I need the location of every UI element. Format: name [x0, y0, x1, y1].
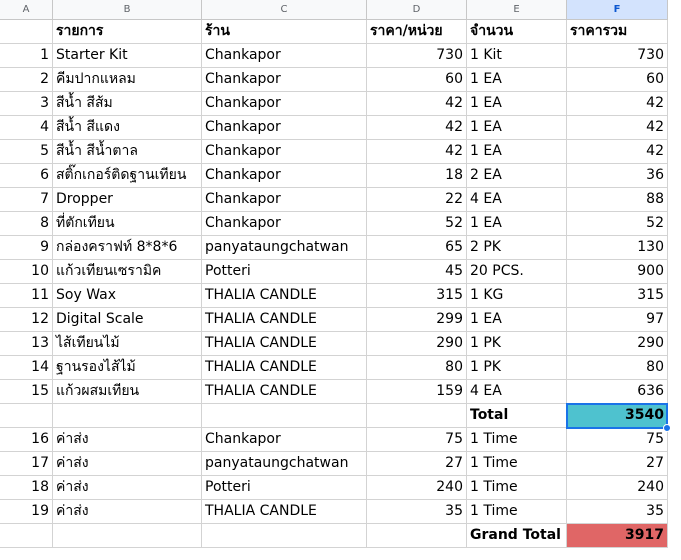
item-cell-d[interactable]: 315	[367, 284, 467, 308]
item-cell-b[interactable]: คีมปากแหลม	[53, 68, 202, 92]
item-cell-d[interactable]: 60	[367, 68, 467, 92]
grand-total-value[interactable]: 3917	[567, 524, 668, 548]
item-cell-b[interactable]: สติ๊กเกอร์ติดฐานเทียน	[53, 164, 202, 188]
row-number[interactable]: 14	[0, 356, 53, 380]
item-cell-e[interactable]: 2 PK	[467, 236, 567, 260]
item-cell-f[interactable]: 36	[567, 164, 668, 188]
item-cell-e[interactable]: 1 PK	[467, 356, 567, 380]
row-number[interactable]: 16	[0, 428, 53, 452]
empty-cell[interactable]	[53, 404, 202, 428]
item-cell-d[interactable]: 42	[367, 116, 467, 140]
item-cell-c[interactable]: Chankapor	[202, 188, 367, 212]
row-number[interactable]: 19	[0, 500, 53, 524]
empty-cell[interactable]	[202, 404, 367, 428]
row-number[interactable]: 6	[0, 164, 53, 188]
item-cell-d[interactable]: 730	[367, 44, 467, 68]
column-header-f[interactable]: F	[567, 0, 668, 20]
item-cell-b[interactable]: Starter Kit	[53, 44, 202, 68]
row-number[interactable]	[0, 524, 53, 548]
item-cell-f[interactable]: 290	[567, 332, 668, 356]
item-cell-e[interactable]: 4 EA	[467, 188, 567, 212]
fill-handle[interactable]	[663, 424, 671, 432]
row-number[interactable]: 4	[0, 116, 53, 140]
shipping-cell-e[interactable]: 1 Time	[467, 476, 567, 500]
row-number[interactable]: 8	[0, 212, 53, 236]
item-cell-d[interactable]: 42	[367, 140, 467, 164]
item-cell-f[interactable]: 52	[567, 212, 668, 236]
item-cell-d[interactable]: 52	[367, 212, 467, 236]
shipping-cell-c[interactable]: Potteri	[202, 476, 367, 500]
header-cell-d[interactable]: ราคา/หน่วย	[367, 20, 467, 44]
item-cell-e[interactable]: 1 EA	[467, 140, 567, 164]
header-cell-b[interactable]: รายการ	[53, 20, 202, 44]
item-cell-d[interactable]: 65	[367, 236, 467, 260]
item-cell-c[interactable]: THALIA CANDLE	[202, 356, 367, 380]
shipping-cell-b[interactable]: ค่าส่ง	[53, 428, 202, 452]
item-cell-f[interactable]: 60	[567, 68, 668, 92]
empty-cell[interactable]	[53, 524, 202, 548]
item-cell-f[interactable]: 80	[567, 356, 668, 380]
item-cell-e[interactable]: 1 PK	[467, 332, 567, 356]
item-cell-f[interactable]: 636	[567, 380, 668, 404]
item-cell-e[interactable]: 1 EA	[467, 212, 567, 236]
item-cell-e[interactable]: 1 EA	[467, 92, 567, 116]
item-cell-d[interactable]: 18	[367, 164, 467, 188]
item-cell-c[interactable]: Chankapor	[202, 68, 367, 92]
item-cell-c[interactable]: Chankapor	[202, 164, 367, 188]
item-cell-f[interactable]: 42	[567, 92, 668, 116]
item-cell-b[interactable]: Digital Scale	[53, 308, 202, 332]
header-cell-f[interactable]: ราคารวม	[567, 20, 668, 44]
item-cell-e[interactable]: 1 Kit	[467, 44, 567, 68]
column-header-c[interactable]: C	[202, 0, 367, 20]
row-number[interactable]: 17	[0, 452, 53, 476]
item-cell-c[interactable]: THALIA CANDLE	[202, 332, 367, 356]
header-cell-e[interactable]: จำนวน	[467, 20, 567, 44]
shipping-cell-c[interactable]: panyataungchatwan	[202, 452, 367, 476]
item-cell-f[interactable]: 42	[567, 140, 668, 164]
item-cell-d[interactable]: 42	[367, 92, 467, 116]
item-cell-e[interactable]: 20 PCS.	[467, 260, 567, 284]
item-cell-e[interactable]: 1 KG	[467, 284, 567, 308]
column-header-b[interactable]: B	[53, 0, 202, 20]
shipping-cell-f[interactable]: 75	[567, 428, 668, 452]
item-cell-f[interactable]: 130	[567, 236, 668, 260]
row-number[interactable]: 18	[0, 476, 53, 500]
row-number[interactable]: 5	[0, 140, 53, 164]
item-cell-c[interactable]: THALIA CANDLE	[202, 380, 367, 404]
item-cell-b[interactable]: กล่องคราฟท์ 8*8*6	[53, 236, 202, 260]
item-cell-c[interactable]: Chankapor	[202, 92, 367, 116]
empty-cell[interactable]	[367, 404, 467, 428]
shipping-cell-b[interactable]: ค่าส่ง	[53, 452, 202, 476]
shipping-cell-b[interactable]: ค่าส่ง	[53, 500, 202, 524]
shipping-cell-e[interactable]: 1 Time	[467, 428, 567, 452]
item-cell-d[interactable]: 45	[367, 260, 467, 284]
row-number[interactable]	[0, 20, 53, 44]
total-value[interactable]: 3540	[567, 404, 668, 428]
shipping-cell-c[interactable]: THALIA CANDLE	[202, 500, 367, 524]
item-cell-e[interactable]: 1 EA	[467, 116, 567, 140]
item-cell-b[interactable]: Soy Wax	[53, 284, 202, 308]
item-cell-c[interactable]: THALIA CANDLE	[202, 308, 367, 332]
column-header-e[interactable]: E	[467, 0, 567, 20]
item-cell-f[interactable]: 88	[567, 188, 668, 212]
item-cell-c[interactable]: panyataungchatwan	[202, 236, 367, 260]
shipping-cell-f[interactable]: 35	[567, 500, 668, 524]
item-cell-e[interactable]: 2 EA	[467, 164, 567, 188]
item-cell-c[interactable]: THALIA CANDLE	[202, 284, 367, 308]
row-number[interactable]: 15	[0, 380, 53, 404]
shipping-cell-f[interactable]: 240	[567, 476, 668, 500]
row-number[interactable]: 2	[0, 68, 53, 92]
item-cell-d[interactable]: 290	[367, 332, 467, 356]
item-cell-b[interactable]: ฐานรองไส้ไม้	[53, 356, 202, 380]
item-cell-f[interactable]: 730	[567, 44, 668, 68]
item-cell-b[interactable]: สีน้ำ สีแดง	[53, 116, 202, 140]
item-cell-b[interactable]: ที่ตักเทียน	[53, 212, 202, 236]
header-cell-c[interactable]: ร้าน	[202, 20, 367, 44]
row-number[interactable]: 7	[0, 188, 53, 212]
column-header-a[interactable]: A	[0, 0, 53, 20]
item-cell-c[interactable]: Chankapor	[202, 44, 367, 68]
item-cell-d[interactable]: 22	[367, 188, 467, 212]
row-number[interactable]: 1	[0, 44, 53, 68]
shipping-cell-d[interactable]: 27	[367, 452, 467, 476]
shipping-cell-e[interactable]: 1 Time	[467, 500, 567, 524]
item-cell-e[interactable]: 4 EA	[467, 380, 567, 404]
row-number[interactable]: 10	[0, 260, 53, 284]
item-cell-d[interactable]: 299	[367, 308, 467, 332]
item-cell-f[interactable]: 42	[567, 116, 668, 140]
item-cell-f[interactable]: 97	[567, 308, 668, 332]
item-cell-e[interactable]: 1 EA	[467, 68, 567, 92]
item-cell-c[interactable]: Chankapor	[202, 212, 367, 236]
item-cell-d[interactable]: 80	[367, 356, 467, 380]
item-cell-b[interactable]: สีน้ำ สีส้ม	[53, 92, 202, 116]
item-cell-f[interactable]: 900	[567, 260, 668, 284]
item-cell-b[interactable]: แก้วเทียนเซรามิค	[53, 260, 202, 284]
row-number[interactable]: 9	[0, 236, 53, 260]
grand-total-label[interactable]: Grand Total	[467, 524, 567, 548]
total-label[interactable]: Total	[467, 404, 567, 428]
item-cell-f[interactable]: 315	[567, 284, 668, 308]
item-cell-e[interactable]: 1 EA	[467, 308, 567, 332]
row-number[interactable]	[0, 404, 53, 428]
shipping-cell-f[interactable]: 27	[567, 452, 668, 476]
item-cell-b[interactable]: แก้วผสมเทียน	[53, 380, 202, 404]
empty-cell[interactable]	[367, 524, 467, 548]
item-cell-b[interactable]: สีน้ำ สีน้ำตาล	[53, 140, 202, 164]
shipping-cell-d[interactable]: 240	[367, 476, 467, 500]
item-cell-c[interactable]: Potteri	[202, 260, 367, 284]
empty-cell[interactable]	[202, 524, 367, 548]
column-header-d[interactable]: D	[367, 0, 467, 20]
item-cell-c[interactable]: Chankapor	[202, 116, 367, 140]
row-number[interactable]: 12	[0, 308, 53, 332]
item-cell-b[interactable]: ไส้เทียนไม้	[53, 332, 202, 356]
item-cell-c[interactable]: Chankapor	[202, 140, 367, 164]
item-cell-b[interactable]: Dropper	[53, 188, 202, 212]
shipping-cell-c[interactable]: Chankapor	[202, 428, 367, 452]
row-number[interactable]: 11	[0, 284, 53, 308]
shipping-cell-d[interactable]: 35	[367, 500, 467, 524]
row-number[interactable]: 3	[0, 92, 53, 116]
shipping-cell-d[interactable]: 75	[367, 428, 467, 452]
row-number[interactable]: 13	[0, 332, 53, 356]
shipping-cell-b[interactable]: ค่าส่ง	[53, 476, 202, 500]
shipping-cell-e[interactable]: 1 Time	[467, 452, 567, 476]
item-cell-d[interactable]: 159	[367, 380, 467, 404]
